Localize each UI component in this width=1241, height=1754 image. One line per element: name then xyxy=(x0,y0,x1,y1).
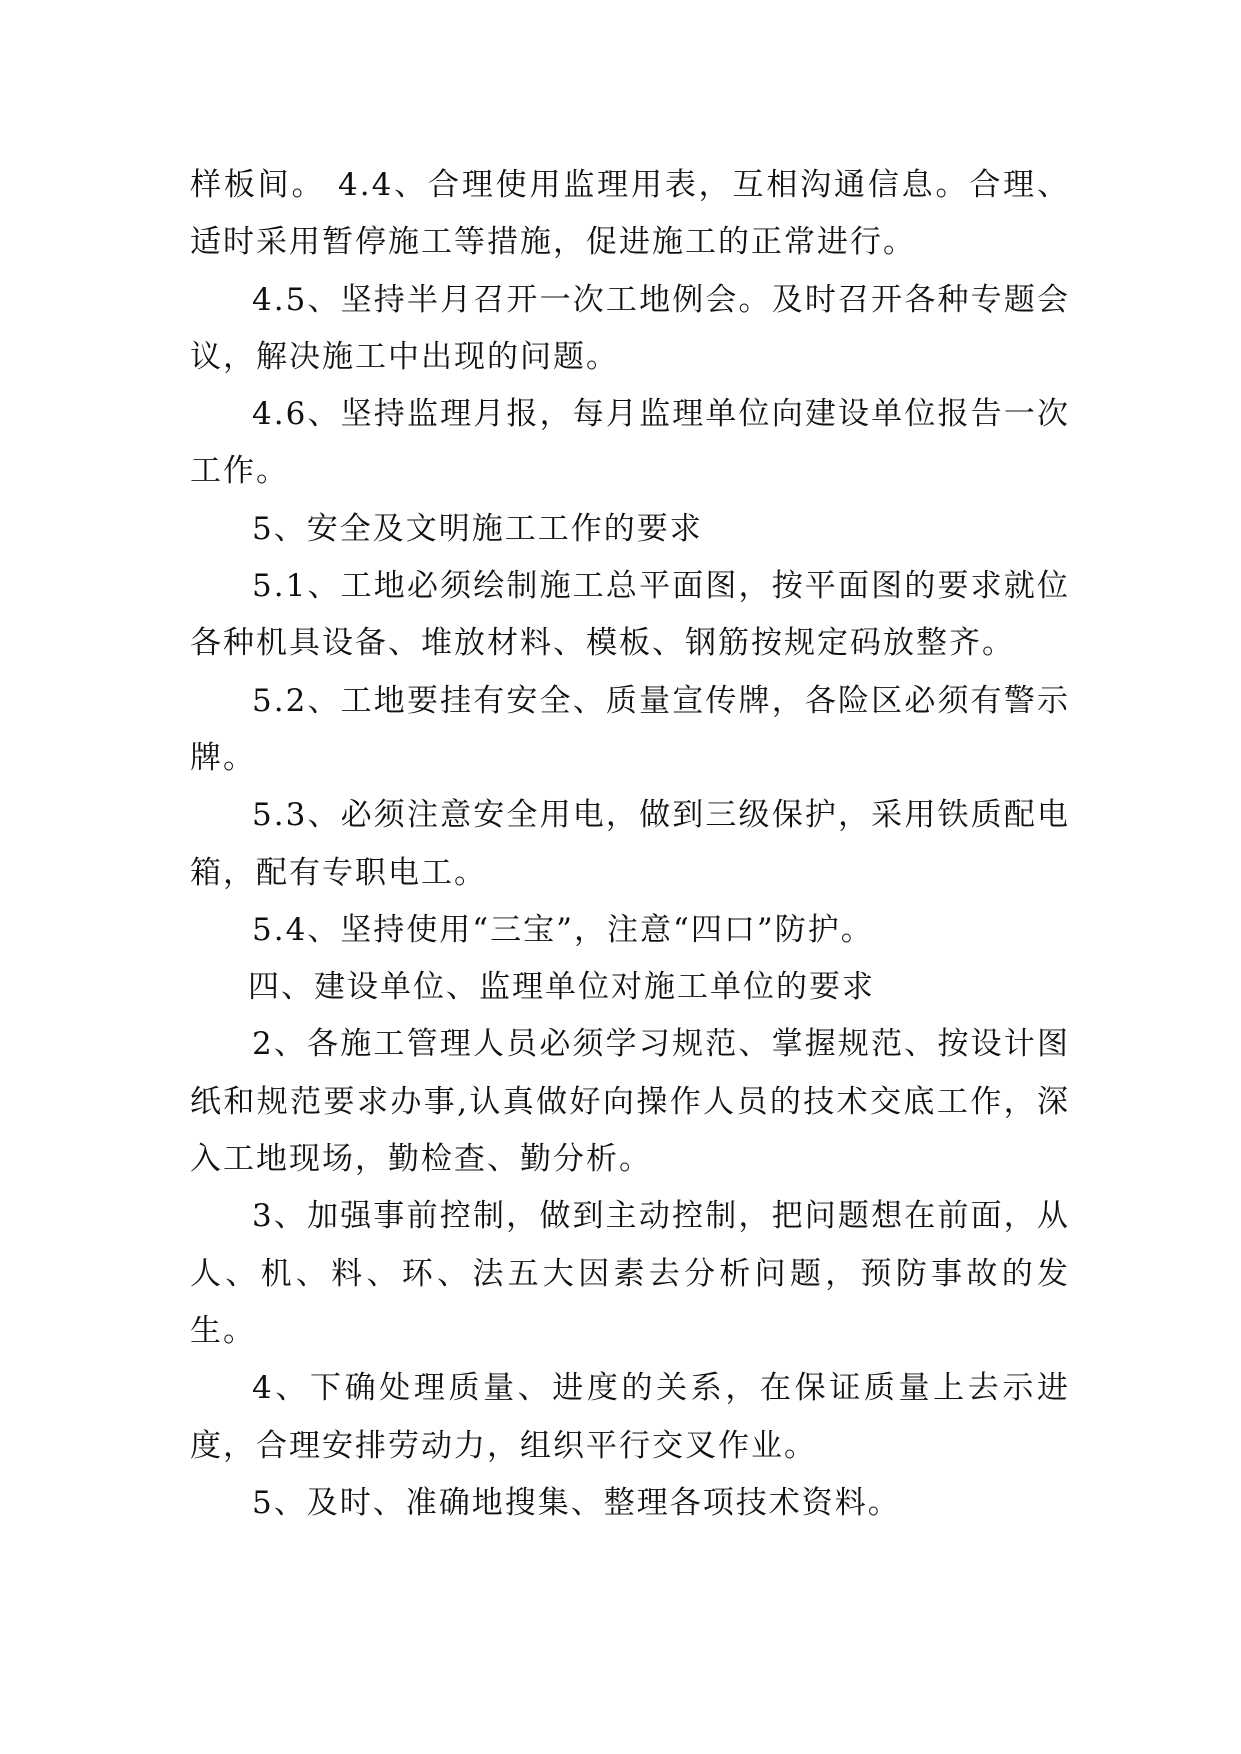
paragraph: 4、下确处理质量、进度的关系，在保证质量上去示进度，合理安排劳动力，组织平行交叉作业。 xyxy=(190,1370,1070,1464)
paragraph: 5.3、必须注意安全用电，做到三级保护，采用铁质配电箱，配有专职电工。 xyxy=(190,797,1070,891)
paragraph: 5、及时、准确地搜集、整理各项技术资料。 xyxy=(252,1484,901,1521)
paragraph: 4.6、坚持监理月报，每月监理单位向建设单位报告一次工作。 xyxy=(190,396,1070,490)
paragraph: 5.1、工地必须绘制施工总平面图，按平面图的要求就位各种机具设备、堆放材料、模板、钢筋按规定码放整齐。 xyxy=(190,568,1070,662)
paragraph: 样板间。 4.4、合理使用监理用表，互相沟通信息。合理、适时采用暂停施工等措施，促进施工的正常进行。 xyxy=(190,167,1070,261)
document-body xyxy=(190,157,1070,1532)
paragraph: 2、各施工管理人员必须学习规范、掌握规范、按设计图纸和规范要求办事,认真做好向操作人员的技术交底工作，深入工地现场，勤检查、勤分析。 xyxy=(190,1026,1070,1178)
section-heading: 5、安全及文明施工工作的要求 xyxy=(252,510,703,547)
paragraph: 5.2、工地要挂有安全、质量宣传牌，各险区必须有警示牌。 xyxy=(190,682,1070,776)
section-heading: 四、建设单位、监理单位对施工单位的要求 xyxy=(248,969,875,1006)
paragraph: 4.5、坚持半月召开一次工地例会。及时召开各种专题会议，解决施工中出现的问题。 xyxy=(190,281,1070,375)
paragraph: 3、加强事前控制，做到主动控制，把问题想在前面，从人、机、料、环、法五大因素去分析问题，预防事故的发生。 xyxy=(190,1198,1070,1349)
paragraph: 5.4、坚持使用“三宝”，注意“四口”防护。 xyxy=(252,911,874,948)
